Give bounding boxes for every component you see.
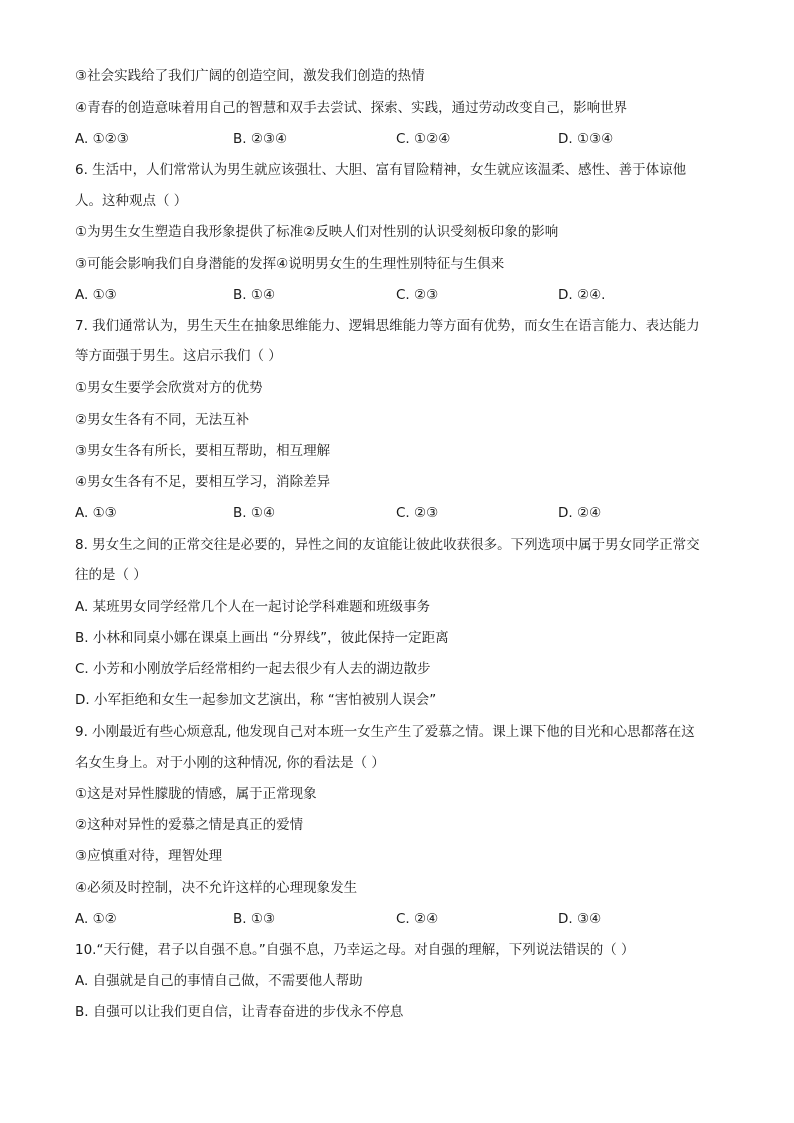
q7-item-4: ④男女生各有不足，要相互学习，消除差异 bbox=[75, 474, 331, 490]
q5-item-3: ③社会实践给了我们广阔的创造空间，激发我们创造的热情 bbox=[75, 68, 425, 84]
q8-option-c: C. 小芳和小刚放学后经常相约一起去很少有人去的湖边散步 bbox=[75, 661, 431, 677]
q5-option-d: D. ①③④ bbox=[558, 131, 614, 147]
q8-option-a: A. 某班男女同学经常几个人在一起讨论学科难题和班级事务 bbox=[75, 599, 431, 615]
q5-options bbox=[75, 129, 725, 149]
q8-stem-line-1: 8. 男女生之间的正常交往是必要的，异性之间的友谊能让彼此收获很多。下列选项中属于男女同学正常交 bbox=[75, 537, 700, 553]
q6-item-line-2: ③可能会影响我们自身潜能的发挥④说明男女生的生理性别特征与生俱来 bbox=[75, 256, 505, 272]
q5-option-c: C. ①②④ bbox=[396, 131, 451, 147]
q6-option-c: C. ②③ bbox=[396, 287, 439, 303]
q9-item-4: ④必须及时控制，决不允许这样的心理现象发生 bbox=[75, 880, 358, 896]
q7-item-1: ①男女生要学会欣赏对方的优势 bbox=[75, 380, 263, 396]
q9-item-1: ①这是对异性朦胧的情感，属于正常现象 bbox=[75, 786, 317, 802]
q8-stem-line-2: 往的是（ ） bbox=[75, 567, 147, 583]
q7-option-d: D. ②④ bbox=[558, 505, 602, 521]
q7-stem-line-2: 等方面强于男生。这启示我们（ ） bbox=[75, 348, 282, 364]
q6-option-b: B. ①④ bbox=[233, 287, 276, 303]
q7-item-3: ③男女生各有所长，要相互帮助，相互理解 bbox=[75, 443, 331, 459]
q9-item-2: ②这种对异性的爱慕之情是真正的爱情 bbox=[75, 817, 304, 833]
q7-item-2: ②男女生各有不同，无法互补 bbox=[75, 412, 250, 428]
q9-option-c: C. ②④ bbox=[396, 911, 439, 927]
q9-options bbox=[75, 909, 725, 929]
q7-option-a: A. ①③ bbox=[75, 505, 117, 521]
q8-option-d: D. 小军拒绝和女生一起参加文艺演出，称 “害怕被别人误会” bbox=[75, 692, 437, 708]
q10-option-b: B. 自强可以让我们更自信，让青春奋进的步伐永不停息 bbox=[75, 1004, 404, 1020]
q6-stem-line-1: 6. 生活中，人们常常认为男生就应该强壮、大胆、富有冒险精神，女生就应该温柔、感性、善于体谅他 bbox=[75, 162, 687, 178]
q7-option-c: C. ②③ bbox=[396, 505, 439, 521]
q8-option-b: B. 小林和同桌小娜在课桌上画出 “分界线”，彼此保持一定距离 bbox=[75, 630, 449, 646]
q6-item-line-1: ①为男生女生塑造自我形象提供了标准②反映人们对性别的认识受刻板印象的影响 bbox=[75, 224, 559, 240]
q6-option-d: D. ②④. bbox=[558, 287, 606, 303]
q7-option-b: B. ①④ bbox=[233, 505, 276, 521]
q10-stem: 10.“天行健，君子以自强不息。”自强不息，乃幸运之母。对自强的理解，下列说法错误的（ ） bbox=[75, 942, 635, 958]
q7-stem-line-1: 7. 我们通常认为，男生天生在抽象思维能力、逻辑思维能力等方面有优势，而女生在语言能力、表达能力 bbox=[75, 318, 700, 334]
q6-stem-line-2: 人。这种观点（ ） bbox=[75, 193, 188, 209]
q7-options bbox=[75, 503, 725, 523]
q9-option-d: D. ③④ bbox=[558, 911, 602, 927]
q9-stem-line-1: 9. 小刚最近有些心烦意乱, 他发现自己对本班一女生产生了爱慕之情。课上课下他的目光和心思都落在这 bbox=[75, 724, 695, 740]
q9-stem-line-2: 名女生身上。对于小刚的这种情况, 你的看法是（ ） bbox=[75, 755, 385, 771]
q9-option-b: B. ①③ bbox=[233, 911, 276, 927]
q5-item-4: ④青春的创造意味着用自己的智慧和双手去尝试、探索、实践，通过劳动改变自己，影响世界 bbox=[75, 100, 628, 116]
q9-option-a: A. ①② bbox=[75, 911, 117, 927]
q6-options bbox=[75, 285, 725, 305]
q6-option-a: A. ①③ bbox=[75, 287, 117, 303]
q5-option-b: B. ②③④ bbox=[233, 131, 288, 147]
q10-option-a: A. 自强就是自己的事情自己做，不需要他人帮助 bbox=[75, 973, 363, 989]
q9-item-3: ③应慎重对待，理智处理 bbox=[75, 848, 223, 864]
q5-option-a: A. ①②③ bbox=[75, 131, 129, 147]
